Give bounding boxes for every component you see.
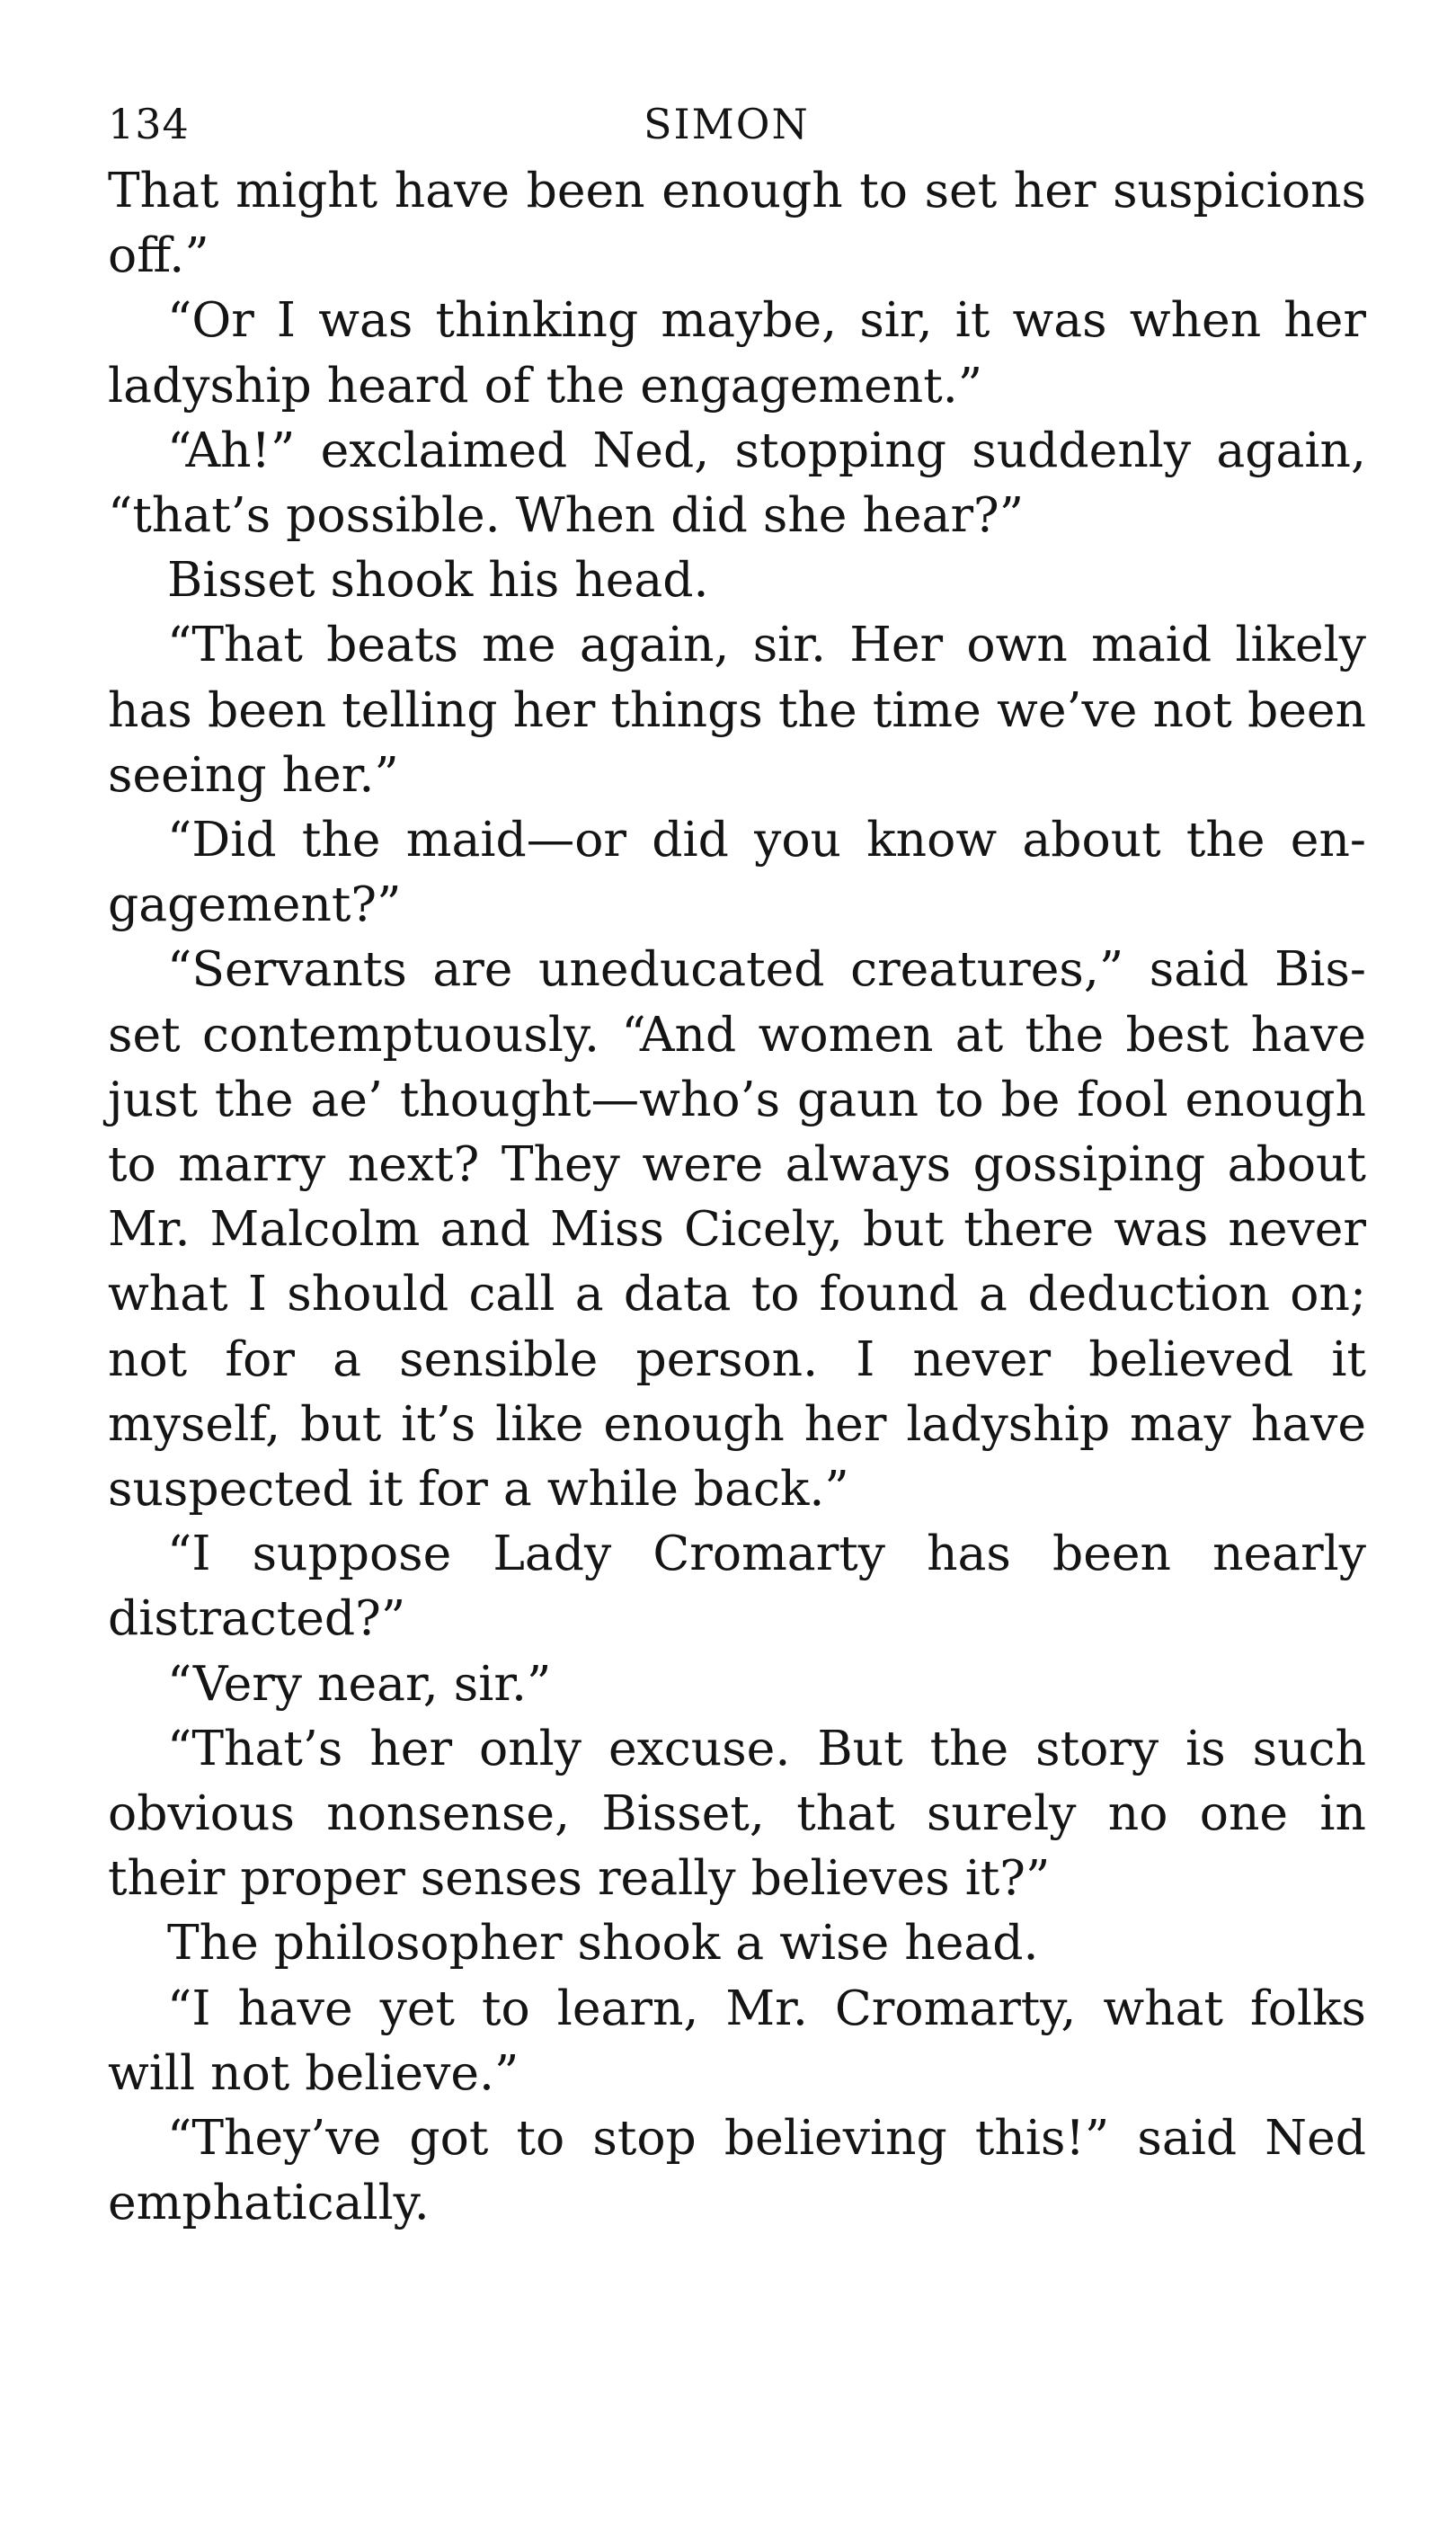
paragraph: “I suppose Lady Cromarty has been nearly distracted?”: [108, 1525, 1366, 1647]
book-page: [108, 90, 1366, 2499]
paragraph: Bisset shook his head.: [167, 551, 709, 609]
paragraph: “Or I was thinking maybe, sir, it was when her ladyship heard of the engagement.”: [108, 291, 1366, 414]
page-number: 134: [108, 100, 190, 148]
paragraph: “They’ve got to stop believing this!” said Ned emphatically.: [108, 2109, 1366, 2231]
running-header: [108, 90, 1366, 158]
paragraph: “Very near, sir.”: [167, 1654, 552, 1712]
paragraph: “Servants are uneducated creatures,” said Bisset contemptuously. “And women at the best have just the ae’ thought—who’s gaun to be fool enough to marry next? They were always gossiping about Mr. Malcolm and Miss Cicely, but there was never what I should call a data to found a deduction on; not for a sensible person. I never believed it myself, but it’s like enough her ladyship may have suspected it for a while back.”: [108, 940, 1366, 1518]
paragraph: “That beats me again, sir. Her own maid likely has been telling her things the time we’ve not been seeing her.”: [108, 616, 1366, 803]
paragraph: The philosopher shook a wise head.: [167, 1914, 1039, 1972]
paragraph: “That’s her only excuse. But the story is such obvious nonsense, Bisset, that surely no one in their proper senses really believes it?”: [108, 1719, 1366, 1907]
paragraph: That might have been enough to set her suspicions off.”: [108, 162, 1366, 284]
paragraph: “Did the maid—or did you know about the engagement?”: [108, 811, 1366, 933]
running-title: SIMON: [644, 100, 810, 148]
text-body: [108, 158, 1366, 2236]
paragraph: “Ah!” exclaimed Ned, stopping suddenly again, “that’s possible. When did she hear?”: [108, 421, 1366, 544]
paragraph: “I have yet to learn, Mr. Cromarty, what folks will not believe.”: [108, 1979, 1366, 2101]
